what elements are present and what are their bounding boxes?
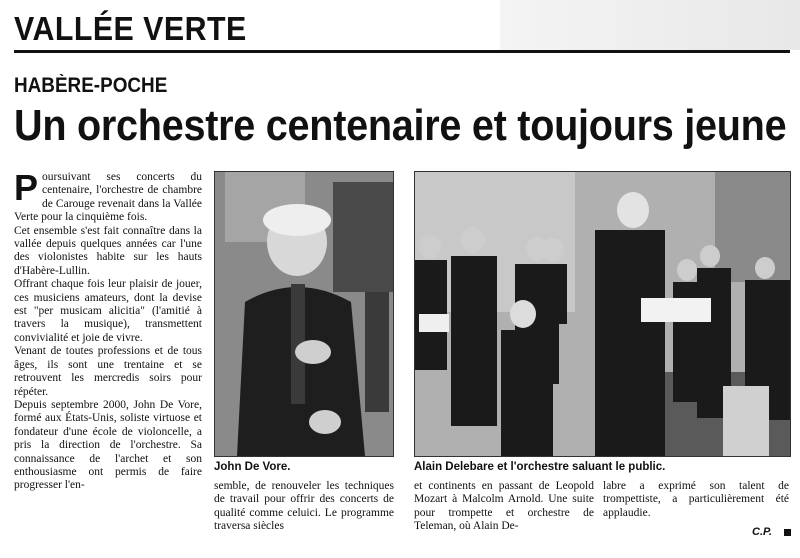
author-signature: C.P. <box>752 526 772 538</box>
photo-caption-conductor: John De Vore. <box>214 461 291 473</box>
article-headline: Un orchestre centenaire et toujours jeune <box>14 101 787 150</box>
photo-conductor <box>214 171 394 457</box>
adjacent-article-bleed <box>500 0 800 50</box>
article-column-1 <box>14 167 202 493</box>
paragraph-5: Depuis septembre 2000, John De Vore, formé aux États-Unis, soliste virtuose et fondateur d'une école de violoncelle, a pris la direction de l'orchestre. Sa connaissance de l'archet et son enthousiasme ont permis de faire progresser l'en- <box>14 398 202 492</box>
article-column-2: semble, de renouveler les techniques de travail pour offrir des concerts de qualité comme celuici. Le programme traversa siècles <box>214 480 394 533</box>
end-mark <box>784 529 791 536</box>
paragraph-3: Offrant chaque fois leur plaisir de jouer, ces musiciens amateurs, dont la devise est "per musicam alicitia" (l'amitié à travers la musique), transmettent convivialité et joie de vivre. <box>14 278 202 344</box>
paragraph-2: Cet ensemble s'est fait connaître dans la vallée depuis quelques années car l'une des violonistes habite sur les hauts d'Habère-Lullin. <box>14 224 202 277</box>
paragraph-4: Venant de toutes professions et de tous âges, ils sont une trentaine et se retrouvent les mercredis soirs pour répéter. <box>14 345 202 398</box>
dropcap: P <box>14 167 39 208</box>
article-column-4: labre a exprimé son talent de trompettiste, a particulièrement été applaudie. <box>603 480 789 519</box>
photo-caption-orchestra: Alain Delebare et l'orchestre saluant le public. <box>414 461 666 473</box>
section-title: VALLÉE VERTE <box>14 10 247 47</box>
article-column-3: et continents en passant de Leopold Mozart à Malcolm Arnold. Une suite pour trompette et orchestre de Teleman, où Alain De- <box>414 480 594 533</box>
article-kicker: HABÈRE-POCHE <box>14 74 168 97</box>
section-rule <box>14 50 790 53</box>
photo-orchestra <box>414 171 791 457</box>
paragraph-1: Poursuivant ses concerts du centenaire, l'orchestre de chambre de Carouge revenait dans la Vallée Verte pour la cinquième fois. <box>14 167 202 224</box>
